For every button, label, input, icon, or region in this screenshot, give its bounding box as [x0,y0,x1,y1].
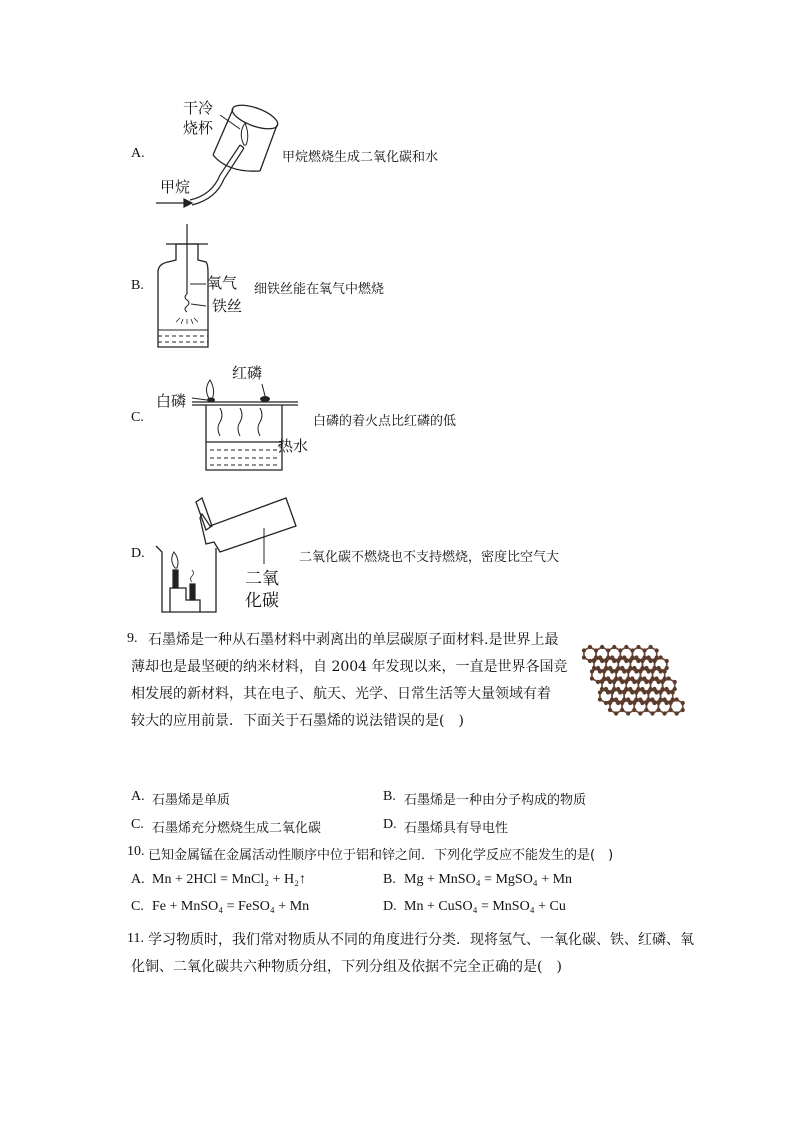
label-oxygen: 氧气 [207,274,238,292]
option-b-letter: B. [131,278,144,293]
white-phosphorus-icon [207,398,215,403]
q10-option-c-letter: C. [131,899,144,914]
option-a-letter: A. [131,146,145,161]
gas-flow-arrow-icon [156,199,192,207]
q9-option-b-letter: B. [383,789,396,804]
q10-option-d-text: Mn + CuSO₄ = MnSO₄ + Cu [404,899,566,914]
label-hot-water: 热水 [278,437,309,455]
candles-icon [173,570,195,600]
q10-stem: 已知金属锰在金属活动性顺序中位于铝和锌之间．下列化学反应不能发生的是( ) [148,848,614,863]
q9-stem-line2: 薄却也是最坚硬的纳米材料，自 2004 年发现以来，一直是世界各国竞 [131,659,568,675]
option-d-caption: 二氧化碳不燃烧也不支持燃烧，密度比空气大 [299,550,560,565]
q10-option-a-letter: A. [131,872,145,887]
option-c-letter: C. [131,410,144,425]
phosphorus-combustion-diagram [150,362,320,482]
co2-bottle-icon [196,498,296,552]
q10-option-d-letter: D. [383,899,397,914]
q9-option-d-text: 石墨烯具有导电性 [404,821,509,836]
graphene-structure-image [572,640,702,740]
option-b-caption: 细铁丝能在氧气中燃烧 [254,282,385,297]
red-phosphorus-icon [260,396,270,402]
q11-stem-line1: 学习物质时，我们常对物质从不同的角度进行分类．现将氢气、一氧化碳、铁、红磷、氧 [148,932,694,948]
beaker-icon [156,546,216,612]
q11-number: 11. [127,931,144,946]
flame-icon [241,123,248,145]
methane-tube-icon [190,145,244,205]
q10-option-c-text: Fe + MnSO₄ = FeSO₄ + Mn [152,899,310,914]
q11-stem-line2: 化铜、二氧化碳共六种物质分组，下列分组及依据不完全正确的是( ) [131,959,562,975]
q9-stem-line4: 较大的应用前景．下面关于石墨烯的说法错误的是( ) [131,713,464,729]
candle-flame-icon [172,552,178,568]
q9-option-c-letter: C. [131,817,144,832]
label-beaker: 烧杯 [183,119,214,137]
q10-number: 10. [127,844,145,859]
option-c-caption: 白磷的着火点比红磷的低 [313,414,457,429]
q9-stem-line1: 石墨烯是一种从石墨材料中剥离出的单层碳原子面材料.是世界上最 [148,632,559,648]
q10-option-b-text: Mg + MnSO₄ = MgSO₄ + Mn [404,872,573,887]
q9-option-b-text: 石墨烯是一种由分子构成的物质 [404,793,587,808]
q9-option-a-letter: A. [131,789,145,804]
q10-option-a-text: Mn + 2HCl = MnCl₂ + H₂↑ [152,872,307,887]
label-iron-wire: 铁丝 [212,297,243,315]
label-red-phosphorus: 红磷 [232,364,263,382]
q9-option-d-letter: D. [383,817,397,832]
q9-number: 9. [127,631,138,646]
beaker-icon [206,405,282,470]
label-dry-cold: 干冷 [183,99,214,117]
iron-wire-coil-icon [185,294,189,312]
q9-option-a-text: 石墨烯是单质 [152,793,231,808]
option-a-caption: 甲烷燃烧生成二氧化碳和水 [282,150,439,165]
q10-option-b-letter: B. [383,872,396,887]
label-co2-line1: 二氧 [245,569,279,589]
iron-wire-diagram [150,222,260,350]
white-phosphorus-flame-icon [207,380,214,400]
q9-option-c-text: 石墨烯充分燃烧生成二氧化碳 [152,821,322,836]
label-methane: 甲烷 [160,178,191,196]
copper-plate-icon [192,402,298,405]
co2-candle-diagram [150,488,300,618]
label-co2-line2: 化碳 [245,591,279,611]
label-white-phosphorus: 白磷 [156,392,187,410]
q9-stem-line3: 相发展的新材料，其在电子、航天、光学、日常生活等大量领域有着 [131,686,551,702]
option-d-letter: D. [131,546,145,561]
gas-bottle-icon [158,244,208,347]
sparks-icon [176,318,198,324]
methane-burning-diagram [150,95,280,215]
dry-cold-beaker-icon [213,100,280,171]
